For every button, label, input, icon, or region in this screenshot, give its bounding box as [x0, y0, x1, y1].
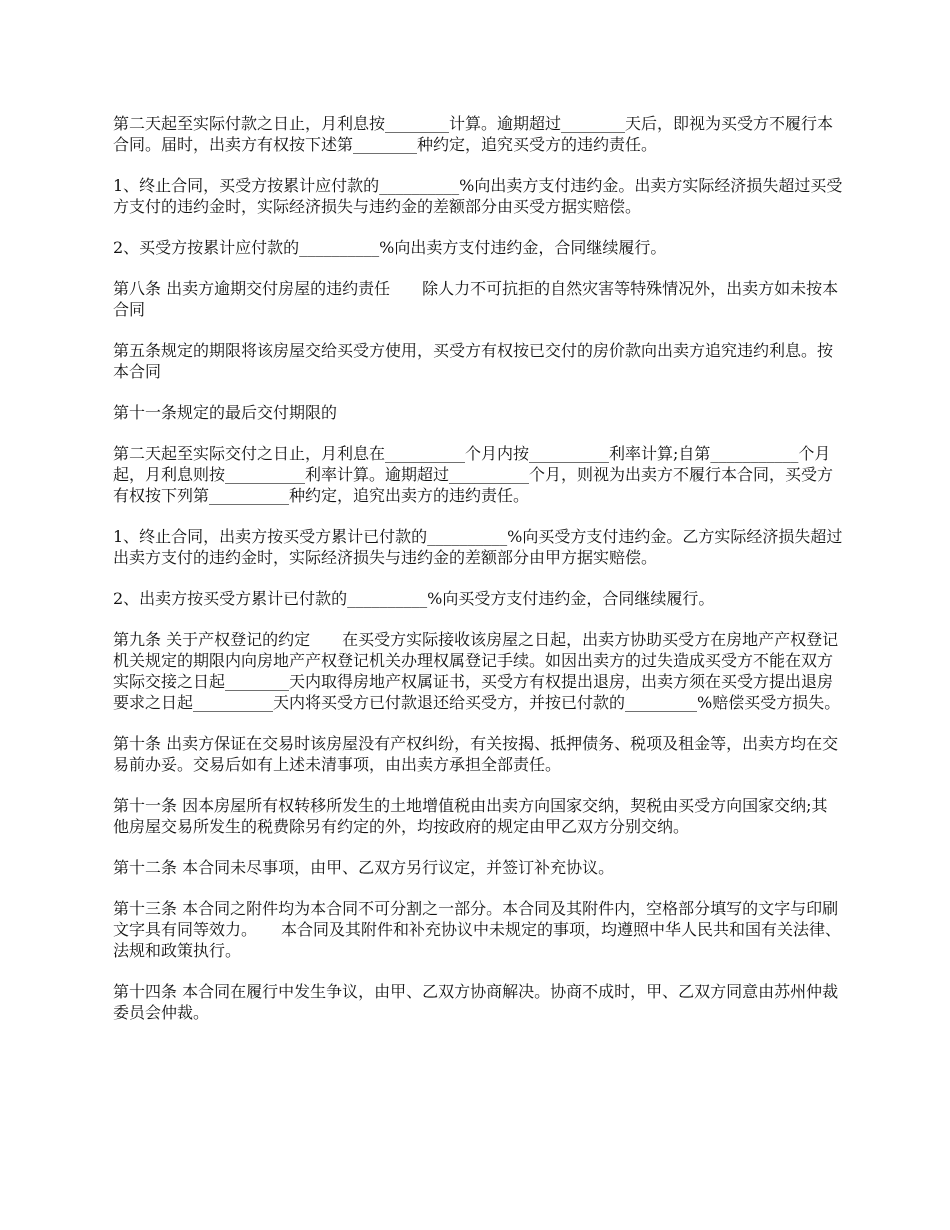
paragraph-seller-continue-option: 2、出卖方按买受方累计已付款的__________%向买受方支付违约金，合同继续履行。 — [113, 589, 715, 608]
paragraph-article-9: 第九条 关于产权登记的约定 在买受方实际接收该房屋之日起，出卖方协助买受方在房地产产权登记机关规定的期限内向房地产产权登记机关办理权属登记手续。如因出卖方的过失造成买受方不能在双方实际交接之日起________天内取得房地产权属证书，买受方有权提出退房，出卖方须在买受方提出退房要求之日起__________天内将买受方已付款退还给买受方，并按已付款的_________%赔偿买受方损失。 — [113, 630, 841, 712]
paragraph-article-10: 第十条 出卖方保证在交易时该房屋没有产权纠纷，有关按揭、抵押债务、税项及租金等，出卖方均在交易前办妥。交易后如有上述未清事项，由出卖方承担全部责任。 — [113, 734, 839, 774]
paragraph-article-11-reference: 第十一条规定的最后交付期限的 — [113, 403, 338, 422]
paragraph-article-14: 第十四条 本合同在履行中发生争议，由甲、乙双方协商解决。协商不成时，甲、乙双方同意由苏州仲裁委员会仲裁。 — [113, 982, 839, 1022]
paragraph-article-13: 第十三条 本合同之附件均为本合同不可分割之一部分。本合同及其附件内，空格部分填写的文字与印刷文字具有同等效力。 本合同及其附件和补充协议中未规定的事项，均遵照中华人民共和国有关法律、法规和政策执行。 — [113, 899, 842, 960]
paragraph-article-12: 第十二条 本合同未尽事项，由甲、乙双方另行议定，并签订补充协议。 — [113, 858, 615, 877]
paragraph-article-5-reference: 第五条规定的期限将该房屋交给买受方使用，买受方有权按已交付的房价款向出卖方追究违约利息。按本合同 — [113, 341, 834, 381]
paragraph-buyer-continue-option: 2、买受方按累计应付款的__________%向出卖方支付违约金，合同继续履行。 — [113, 238, 667, 257]
paragraph-article-8: 第八条 出卖方逾期交付房屋的违约责任 除人力不可抗拒的自然灾害等特殊情况外，出卖方如未按本合同 — [113, 279, 839, 319]
paragraph-overdue-delivery-interest: 第二天起至实际交付之日止，月利息在__________个月内按__________利率计算;自第___________个月起，月利息则按__________利率计算。逾期超过__________个月，则视为出卖方不履行本合同，买受方有权按下列第__________种约定，追究出卖方的违约责任。 — [113, 444, 834, 505]
paragraph-article-11: 第十一条 因本房屋所有权转移所发生的土地增值税由出卖方向国家交纳，契税由买受方向国家交纳;其他房屋交易所发生的税费除另有约定的外，均按政府的规定由甲乙双方分别交纳。 — [113, 796, 828, 836]
paragraph-overdue-payment-interest: 第二天起至实际付款之日止，月利息按________计算。逾期超过________天后，即视为买受方不履行本合同。届时，出卖方有权按下述第________种约定，追究买受方的违约责任。 — [113, 114, 834, 154]
paragraph-buyer-terminate-option: 1、终止合同，买受方按累计应付款的__________%向出卖方支付违约金。出卖方实际经济损失超过买受方支付的违约金时，实际经济损失与违约金的差额部分由买受方据实赔偿。 — [113, 176, 843, 216]
document-page — [113, 113, 843, 1043]
paragraph-seller-terminate-option: 1、终止合同，出卖方按买受方累计已付款的__________%向买受方支付违约金。乙方实际经济损失超过出卖方支付的违约金时，实际经济损失与违约金的差额部分由甲方据实赔偿。 — [113, 527, 843, 567]
